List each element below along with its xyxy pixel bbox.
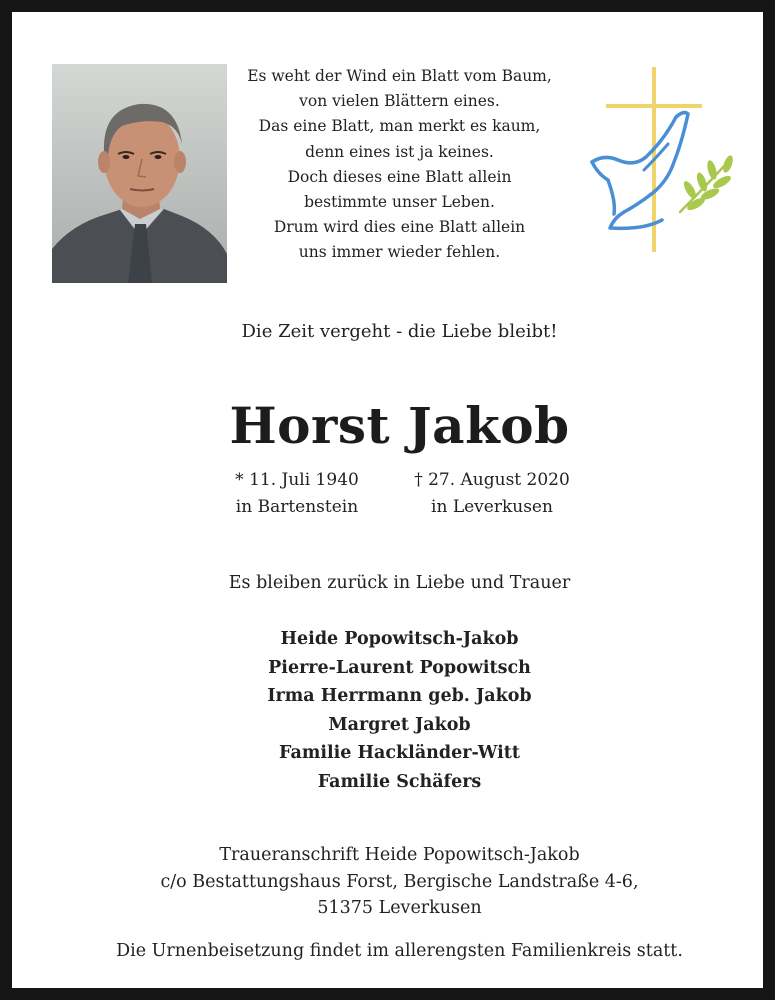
poem-line: Es weht der Wind ein Blatt vom Baum, (247, 67, 552, 85)
birth-place: in Bartenstein (235, 497, 359, 517)
poem (227, 64, 572, 266)
motto: Die Zeit vergeht - die Liebe bleibt! (241, 321, 558, 342)
birth-date: * 11. Juli 1940 (235, 470, 359, 490)
mourner-name: Pierre-Laurent Popowitsch (268, 657, 531, 678)
poem-line: Das eine Blatt, man merkt es kaum, (258, 117, 541, 136)
mourners-list (12, 625, 775, 796)
poem-line: denn eines ist ja keines. (305, 142, 494, 161)
poem-line: Doch dieses eine Blatt allein (287, 167, 512, 186)
address-line: Traueranschrift Heide Popowitsch-Jakob (219, 845, 580, 865)
mourner-name: Familie Hackländer-Witt (279, 743, 520, 763)
poem-line: Drum wird dies eine Blatt allein (273, 218, 526, 237)
mourner-name: Irma Herrmann geb. Jakob (267, 686, 532, 706)
death-place: in Leverkusen (431, 497, 553, 517)
death-info (397, 467, 587, 521)
death-date: † 27. August 2020 (414, 470, 570, 490)
mourner-name: Margret Jakob (328, 714, 471, 735)
deceased-name: Horst Jakob (229, 396, 570, 455)
poem-line: bestimmte unser Leben. (304, 193, 495, 212)
mourner-name: Heide Popowitsch-Jakob (280, 629, 519, 649)
address-line: 51375 Leverkusen (317, 898, 482, 918)
mourning-address (12, 842, 775, 922)
mourner-name: Familie Schäfers (317, 771, 482, 792)
portrait-photo (52, 64, 227, 283)
poem-line: uns immer wieder fehlen. (298, 243, 501, 262)
poem-line: von vielen Blättern eines. (299, 92, 500, 111)
birth-info (207, 467, 387, 521)
remain-text: Es bleiben zurück in Liebe und Trauer (228, 573, 571, 593)
cross-dove-icon (584, 62, 739, 257)
burial-notice: Die Urnenbeisetzung findet im allerengsten Familienkreis statt. (116, 941, 683, 961)
address-line: c/o Bestattungshaus Forst, Bergische Landstraße 4-6, (160, 871, 639, 892)
